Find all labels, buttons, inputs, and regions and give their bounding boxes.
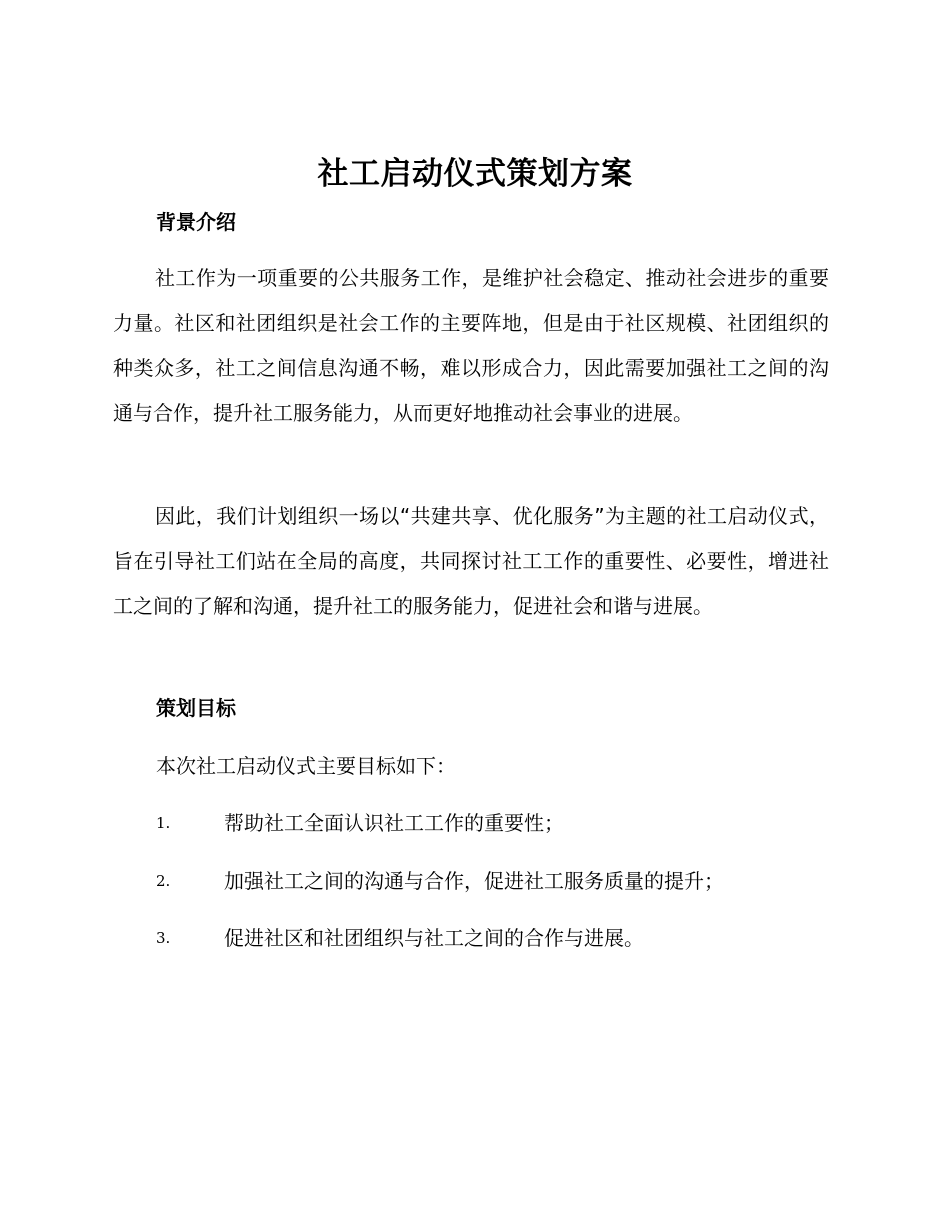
- goals-intro: 本次社工启动仪式主要目标如下：: [156, 754, 456, 778]
- list-item: [156, 923, 836, 953]
- background-paragraph-1: 社工作为一项重要的公共服务工作，是维护社会稳定、推动社会进步的重要力量。社区和社团组织是社会工作的主要阵地，但是由于社区规模、社团组织的种类众多，社工之间信息沟通不畅，难以形成合力，因此需要加强社工之间的沟通与合作，提升社工服务能力，从而更好地推动社会事业的进展。: [113, 266, 829, 425]
- document-title: 社工启动仪式策划方案: [317, 156, 633, 192]
- section-heading-goals: 策划目标: [156, 696, 236, 720]
- list-item: [156, 808, 836, 838]
- list-item-number: 2.: [156, 872, 171, 890]
- list-item-text: 加强社工之间的沟通与合作，促进社工服务质量的提升；: [224, 869, 724, 893]
- list-item-number: 1.: [156, 814, 171, 832]
- list-item-text: 促进社区和社团组织与社工之间的合作与进展。: [224, 926, 644, 950]
- section-heading-background: 背景介绍: [156, 210, 236, 234]
- list-item: [156, 866, 836, 896]
- list-item-text: 帮助社工全面认识社工工作的重要性；: [224, 811, 564, 835]
- background-paragraph-2: 因此，我们计划组织一场以“共建共享、优化服务”为主题的社工启动仪式，旨在引导社工们站在全局的高度，共同探讨社工工作的重要性、必要性，增进社工之间的了解和沟通，提升社工的服务能力，促进社会和谐与进展。: [113, 504, 829, 618]
- list-item-number: 3.: [156, 929, 171, 947]
